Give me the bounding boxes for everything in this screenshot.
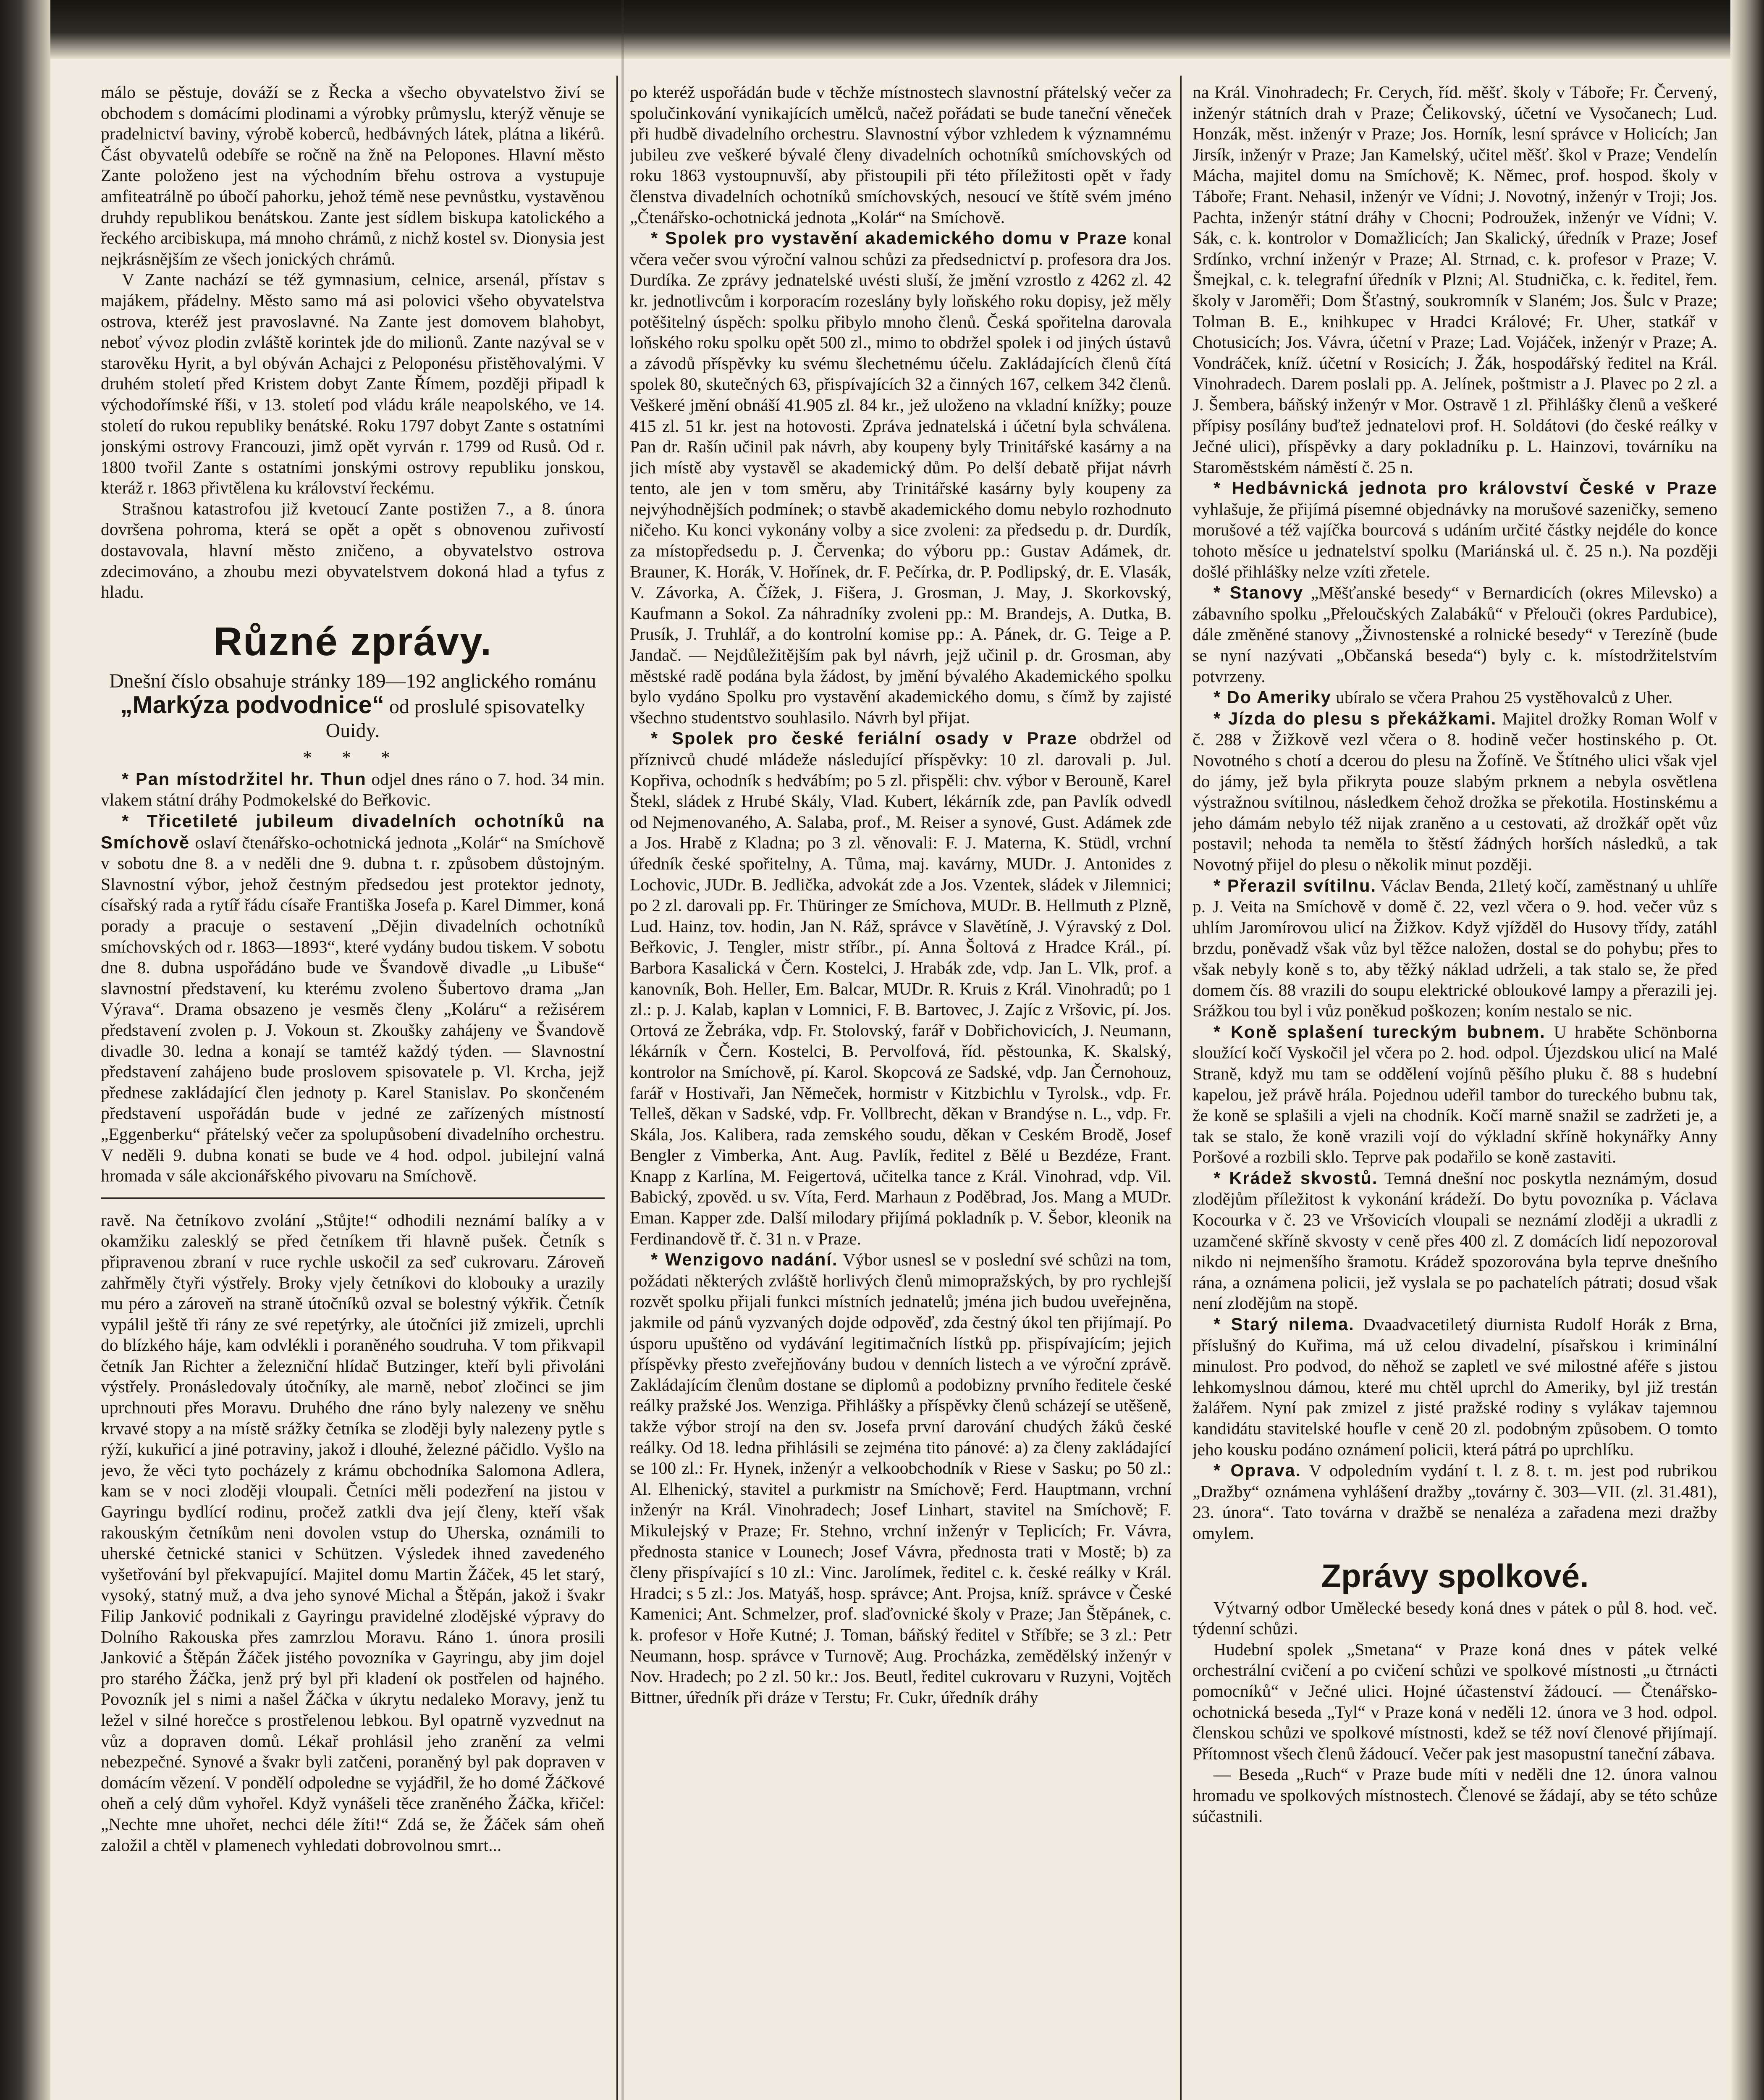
news-item <box>101 769 605 811</box>
section-title-zpravy-spolkove: Zprávy spolkové. <box>1321 1557 1589 1594</box>
news-text: V odpoledním vydání t. l. z 8. t. m. jest pod rubrikou „Dražby“ oznámena vyhlášení dražby „továrny č. 303—VII. (zl. 31.481), 23. února“. Tato továrna v dražbě se nenaléza a zařadena mezi dražby omylem. <box>1193 1461 1717 1543</box>
news-text: Majitel drožky Roman Wolf v č. 288 v Žižkově vezl včera o 8. hodině večer hostinského p. Ot. Novotného s chotí a dcerou do plesu na Žofíně. Ve Štítného ulici však vjel do jámy, jež byla přikryta pouze slabým prknem a nebyla osvětlena výstražnou svítilnou, následkem čehož drožka se překotila. Hostinskému a jeho dámám nebylo též nijak zraněno a u cestovati, až drožkář opět vůz postavil; nehoda ta neměla to štěstí žádných horších následků, a tak Novotný přijel do plesu o několik minut později. <box>1193 709 1717 874</box>
news-item <box>1193 687 1717 708</box>
news-text: oslaví čtenářsko-ochotnická jednota „Kolár“ na Smíchově v sobotu dne 8. a v neděli dne 9. dubna t. r. způsobem důstojným. Slavnostní výbor, jehož čestným předsedou jest protektor jednoty, císařský rada a rytíř řádu císaře Františka Josefa p. Karel Dimmer, koná porady a pracuje o sestavení „Dějin divadelních ochotníků smíchovských od r. 1863—1893“, které vydány budou tiskem. V sobotu dne 8. dubna uspořádáno bude ve Švandově divadle „u Libuše“ slavnostní představení, ku kterému zvoleno Šubertovo drama „Jan Výrava“. Drama obsazeno je vesměs členy „Koláru“ a režisérem představení zvolen p. J. Vokoun st. Zkoušky zahájeny ve Švandově divadle 30. ledna a konají se tamtéž každý týden. — Slavnostní představení zahájeno bude proslovem spisovatele p. Vl. Krcha, jejž přednese zakládající člen jednoty p. Karel Stanislav. Po skončeném představení uspořádán bude v jedné ze zařízených místností „Eggenberku“ přátelský večer za spolupůsobení divadelního orchestru. V neděli 9. dubna konati se bude ve 4 hod. odpol. jubilejní valná hromada v sále akcionářského pivovaru na Smíchově. <box>101 832 605 1186</box>
club-notice: Hudební spolek „Smetana“ v Praze koná dnes v pátek velké orchestrální cvičení a po cvičení schůzi ve spolkové místnosti „u čtrnácti pomocníků“ v Ječné ulici. Hojné účastenství žádoucí. — Čtenářsko-ochotnická beseda „Tyl“ v Praze koná v neděli 12. února ve 3 hod. odpol. členskou schůzi ve spolkové místnosti, kdež se též noví členové přijímají. Přítomnost všech členů žádoucí. Večer pak jest masopustní taneční zábava. <box>1193 1639 1717 1763</box>
news-item <box>1193 708 1717 875</box>
page-edge-right <box>1730 0 1764 2100</box>
news-item <box>630 228 1172 728</box>
novel-notice-tail: od proslulé spisovatelky Ouidy. <box>325 695 585 742</box>
news-text: konal včera večer svou výroční valnou schůzi za předsednictví p. profesora dra Jos. Durdíka. Ze zprávy jednatelské uvésti sluší, že jmění vzrostlo z 4262 zl. 42 kr. jednotlivcům i korporacím rozeslány byly loňského roku dopisy, jež měly potěšitelný úspěch: spolku přibylo mnoho členů. Česká spořitelna darovala loňského roku spolku opět 500 zl., mimo to obdržel spolek i od jiných ústavů a závodů příspěvky ku svému šlechetnému účelu. Zakládajících členů čítá spolek 80, skutečných 63, přispívajících 32 a činných 167, celkem 342 členů. Veškeré jmění obnáší 41.905 zl. 84 kr., jež uloženo na vkladní knížky; pouze 415 zl. 51 kr. jest na hotovosti. Zpráva jednatelská i účetní byla schválena. Pan dr. Rašín učinil pak návrh, aby koupeny byly Trinitářské kasárny a na jich místě aby vystavěl se akademický dům. Po delší debatě přijat návrh tento, ale jen v tom směru, aby Trinitářské kasárny byly koupeny za nejvýhodnějších podmínek; o stavbě akademického domu nebylo rozhodnuto ničeho. Ku konci vykonány volby a sice zvoleni: za předsedu p. dr. Durdík, za místopředsedu p. J. Červenka; do výboru pp.: Gustav Adámek, dr. Brauner, K. Horák, V. Hořínek, dr. F. Pečírka, dr. P. Podlipský, dr. E. Vlasák, V. Závorka, A. Čížek, J. Fišera, J. Grosman, J. May, J. Skorkovský, Kaufmann a Sokol. Za náhradníky zvoleni pp.: M. Brandejs, A. Dutka, B. Prusík, J. Truhlář, a do kontrolní komise pp.: A. Pánek, dr. G. Teige a P. Jandač. — Nejdůležitějším pak byl návrh, jejž učinil p. dr. Grosman, aby městské radě podána byla žádost, by jmění bývalého Akademického spolku bylo vydáno Spolku pro vystavění akademického domu, s čímž by zajisté všechno studentstvo souhlasilo. Návrh byl přijat. <box>630 228 1172 727</box>
news-headline: * Hedbávnická jednota pro království České v Praze <box>1214 478 1717 498</box>
news-headline: * Wenzigovo nadání. <box>651 1250 838 1270</box>
column-rule-2 <box>1180 76 1182 2100</box>
news-text: vyhlašuje, že přijímá písemné objednávky na morušové sazeničky, semeno morušové a též vajíčka bourcová s udáním určité částky nejdéle do konce tohoto měsíce u jednatelství spolku (Mariánská ul. č. 25 n.). Na později došlé přihlášky nelze vzíti zřetele. <box>1193 499 1717 581</box>
news-text: Dvaadvacetiletý diurnista Rudolf Horák z Brna, příslušný do Kuřima, má už celou divadelní, písařskou i kriminální minulost. Pro podvod, do něhož se zapletl ve své milostné aféře s jistou lehkomyslnou dámou, které mu chtěl uprchl do Ameriky, byl již trestán žalářem. Nyní pak zmizel z jisté pražské rodiny s vylákav tajemnou kandidátu stavitelské houfle v ceně 20 zl. podobným způsobem. O tomto jeho kousku podáno oznámení policii, která pátrá po uprchlíku. <box>1193 1315 1717 1459</box>
news-headline: * Spolek pro české feriální osady v Praze <box>651 728 1078 748</box>
news-item <box>1193 1314 1717 1460</box>
news-headline: * Spolek pro vystavění akademického domu v Praze <box>651 228 1127 248</box>
news-text: Výbor usnesl se v poslední své schůzi na tom, požádati některých zvláště horlivých členů mimopražských, by pro rychlejší rozvět spolku přijali funkci místních jednatelů; jména jich budou uveřejněna, jakmile od pánů vyzvaných dojde odpověď, zda čestný úkol ten přijímají. Po úsporu upuštěno od vydávání legitimačních lístků pp. přispívajícím; jejich příspěvky přesto zveřejňovány budou v denních listech a ve výroční zprávě. Zakládajícím členům dostane se diplomů a podobizny prvního ředitele české reálky pražské Jos. Wenziga. Přihlášky a příspěvky členů scházejí se utěšeně, takže výbor strojí na den sv. Josefa první darování chudých žáků české reálky. Od 18. ledna přihlásili se zejména tito pánové: a) za členy zakládající se 100 zl.: Fr. Hynek, inženýr a velkoobchodník v Riese v Sasku; po 50 zl.: Al. Elhenický, stavitel a purkmistr na Smíchově; Ferd. Hauptmann, vrchní inženýr na Král. Vinohradech; Josef Linhart, stavitel na Smíchově; F. Mikulejský v Praze; Fr. Stehno, vrchní inženýr v Teplicích; Fr. Vávra, přednosta stanice v Lounech; Josef Vávra, přednosta trati v Mostě; b) za členy přispívající s 10 zl.: Vinc. Jarolímek, ředitel c. k. české reálky v Král. Hradci; s 5 zl.: Jos. Matyáš, hosp. správce; Ant. Projsa, kníž. správce v České Kamenici; Ant. Schmelzer, prof. slaďovnické školy v Praze; Jan Štěpánek, c. k. profesor v Hoře Kutné; J. Toman, báňský ředitel v Stříbře; se 3 zl.: Petr Neumann, hosp. správce v Turnově; Aug. Procházka, zemědělský inženýr v Nov. Hradech; po 2 zl. 50 kr.: Jos. Beutl, ředitel cukrovaru v Ruzyni, Vojtěch Bittner, úředník při dráze v Terstu; Fr. Cukr, úředník dráhy <box>630 1250 1172 1707</box>
news-item <box>630 728 1172 1249</box>
news-headline: * Starý nilema. <box>1214 1314 1355 1334</box>
paragraph: V Zante nachází se též gymnasium, celnice, arsenál, přístav s majákem, přádelny. Město samo má asi polovici všeho obyvatelstva ostrova, kteréž jest pravoslavné. Na Zante jest domovem blahobyt, neboť vývoz plodin zvláště korintek jde do milionů. Zante nazýval se v starověku Hyrit, a byl obýván Achajci z Peloponésu přistěhovalými. V druhém století před Kristem dobyt Zante Římem, později připadl k východořímské říši, v 13. století pod vládu krále neapolského, ve 14. století do rukou republiky benátské. Roku 1797 dobyt Zante s ostatními jonskými ostrovy Francouzi, jimž opět vyrván r. 1799 od Rusů. Od r. 1800 tvořil Zante s ostatními jonskými ostrovy republiku jonskou, kteráž r. 1863 přivtělena ku království řeckému. <box>101 270 605 498</box>
page-edge-left <box>0 0 50 2100</box>
section-title-ruzne-zpravy: Různé zprávy. <box>213 619 493 664</box>
club-notice: Výtvarný odbor Umělecké besedy koná dnes v pátek o půl 8. hod. več. týdenní schůzi. <box>1193 1598 1717 1638</box>
news-headline: * Do Ameriky <box>1214 687 1332 707</box>
news-item <box>1193 1460 1717 1544</box>
news-item <box>1193 1168 1717 1314</box>
paper-crease <box>621 0 624 2100</box>
news-headline: * Třicetileté jubileum divadelních ochotníků na Smíchově <box>101 811 605 852</box>
novel-notice <box>101 669 605 743</box>
column-3 <box>1193 82 1717 2100</box>
news-text: „Měšťanské besedy“ v Bernardicích (okres Milevsko) a zábavního spolku „Přeloučských Zalabáků“ v Přelouči (okres Pardubice), dále změněné stanovy „Živnostenské a rolnické besedy“ v Terezíně (bude se nyní nazývati „Občanská beseda“) byly c. k. místodržitelstvím potvrzeny. <box>1193 583 1717 686</box>
novel-title: „Markýza podvodnice“ <box>120 691 384 719</box>
paragraph: málo se pěstuje, dováží se z Řecka a všecho obyvatelstvo živí se obchodem s domácími plodinami a výrobky průmyslu, kterýž věnuje se pradelnictví baviny, výrobě koberců, hedbávných látek, plátna a likérů. Část obyvatelů odebíře se ročně na žně na Pelopones. Hlavní město Zante položeno jest na východním břehu ostrova a vystupuje amfiteatrálně po úbočí pahorku, jehož témě nese pevnůstku, vystavěnou druhdy republikou benátskou. Zante jest sídlem biskupa katolického a řeckého arcibiskupa, má mnoho chrámů, z nichž kostel sv. Dionysia jest nejkrásnějším ze všech jonických chrámů. <box>101 82 605 268</box>
paragraph: ravě. Na četníkovo zvolání „Stůjte!“ odhodili neznámí balíky a v okamžiku zalesklý se před četníkem tři hlavně pušek. Četník s připravenou zbraní v ruce rychle uskočil za seď cukrovaru. Zároveň zahřměly čtyři výstřely. Broky vjely četníkovi do klobouky a urazily mu péro a zároveň na straně útočníků ozval se bolestný výkřik. Četník vypálil ještě tři rány ze své repetýrky, ale útočníci již zmizeli, uprchli do blízkého háje, kam odvlékli i poraněného soudruha. V tom přikvapil četník Jan Richter a železniční hlídač Butzinger, kteří byli přivoláni výstřely. Pronásledovaly útočníky, ale marně, neboť zločinci se jim uprchnouti přes Moravu. Druhého dne ráno byly nalezeny ve sněhu krvavé stopy a na místě srážky četníka se zloději byly nalezeny pytle s rýží, kukuřicí a jiné potraviny, jakož i dlouhé, železné páčidlo. Vyšlo na jevo, že věci tyto pocházely z krámu obchodníka Salomona Adlera, kam se v noci zloději vloupali. Četníci měli podezření na jistou v Gayringu bydlící rodinu, pročež zatkli dva její členy, kteří však rakouským četníkům neni dovolen vstup do Uherska, oznámili to uherské četnické stanici v Schützen. Výsledek ihned zavedeného vyšetřování byl překvapující. Majitel domu Martin Žáček, 45 let starý, vysoký, statný muž, a dva jeho synové Michal a Štěpán, jakož i švakr Filip Janković podnikali z Gayringu pravidelné zlodějské výpravy do Dolního Rakouska přes zamrzlou Moravu. Ráno 1. února prosili Janković a Štěpán Žáček jistého povozníka v Gayringu, aby jim dojel pro starého Žáčka, jenž prý byl při kladení ok postřelen od hajného. Povozník jel s nimi a našel Žáčka v úkrytu nedaleko Moravy, jenž tu ležel v silné horečce s prostřelenou lebkou. Byl opatrně vyzvednut na vůz a dopraven domů. Lékař prohlásil jeho zranění za velmi nebezpečné. Synové a švakr byli zatčeni, poraněný byl pak dopraven v domácím vězení. V pondělí odpoledne se vyjádřil, že ho domé Žáčkové oheň a celý dům vyhořel. Když vynášeli těce zraněného Žáčka, křičel: „Nechte mne uhořet, nechci déle žíti!“ Zdá se, že Žáček sám oheň založil a chtěl v plamenech vyhledati dobrovolnou smrt... <box>101 1210 605 1855</box>
news-headline: * Krádež skvostů. <box>1214 1168 1378 1188</box>
column-1 <box>101 82 605 2100</box>
news-headline: * Přerazil svítilnu. <box>1214 875 1377 895</box>
news-headline: * Stanovy <box>1214 583 1304 603</box>
column-rule-1 <box>616 76 618 2100</box>
news-text: obdržel od příznivců chudé mládeže následující příspěvky: 10 zl. darovali p. Jul. Kopřiva, ochodník s hedvábím; po 5 zl. přispěli: chv. výbor v Berouně, Karel Štekl, sládek z Hrubé Skály, Vlad. Kubert, lékárník zde, pan Pavlík odvedl od Nejmenovaného, A. Salaba, prof., M. Reiser a synové, Gust. Adámek zde a Jos. Hrabě z Kladna; po 3 zl. věnovali: F. J. Materna, K. Stüdl, vrchní úředník české spořitelny, A. Tůma, maj. kavárny, MUDr. J. Antonides z Lochovic, JUDr. B. Jedlička, advokát zde a Jos. Vzentek, sládek v Jilemnici; po 2 zl. darovali pp. Fr. Thüringer ze Smíchova, MUDr. B. Hellmuth z Plzně, Lud. Hainz, tov. hodin, Jan N. Ráž, správce v Slavětíně, J. Výravský z Dol. Beřkovic, J. Tengler, mistr stříbr., pí. Anna Šoltová z Hradce Král., pí. Barbora Kasalická v Čern. Kostelci, J. Hrabák zde, vdp. Jan L. Vlk, prof. a kanovník, Boh. Heller, Em. Balcar, MUDr. R. Kruis z Král. Vinohradů; po 1 zl.: p. J. Kalab, kaplan v Lomnici, F. B. Bartovec, J. Zajíc z Vršovic, pí. Jos. Ortová ze Žebráka, vdp. Fr. Stolovský, farář v Dobřichovicích, J. Neumann, lékárník v Čern. Kostelci, B. Pervolfová, říd. pěstounka, K. Skalský, kontrolor na Smíchově, pí. Karol. Skopcová ze Sadské, vdp. Jan Černohouz, farář v Hostivaři, Jan Němeček, hormistr v Kitzbichlu v Tyrolsk., vdp. Fr. Telleš, děkan v Sadské, vdp. Fr. Vollbrecht, děkan v Brandýse n. L., vdp. Fr. Skála, Jos. Kalibera, rada zemského soudu, děkan v Ceském Brodě, Josef Bengler z Vimberka, Ant. Aug. Pavlík, ředitel z Bělé u Bezdéze, Frant. Knapp z Karlína, M. Feigertová, učitelka tance z Král. Vinohrad, vdp. Vil. Babický, zpověd. u sv. Víta, Ferd. Marhaun z Poděbrad, Jos. Mang a MUDr. Eman. Kapper zde. Další milodary přijímá pokladník p. V. Šebor, kleonik na Ferdinandově tř. č. 31 n. v Praze. <box>630 729 1172 1248</box>
news-headline: * Pan místodržitel hr. Thun <box>122 769 367 789</box>
news-text: odjel dnes ráno o 7. hod. 34 min. vlakem státní dráhy Podmokelské do Beřkovic. <box>101 769 605 810</box>
news-item <box>1193 875 1717 1021</box>
paragraph: po kteréž uspořádán bude v těchže místnostech slavnostní přátelský večer za spolučinkování vynikajících umělců, načež pořádati se bude taneční věneček při hudbě divadelního orchestru. Slavnostní výbor vzhledem k významnému jubileu zve veškeré bývalé členy divadelních ochotníků smíchovských od roku 1863 vystoupnuvší, aby přistoupili při této příležitosti opět v řady členstva divadelních ochotníků smíchovských, nesoucí ve štítě svém jméno „Čtenářsko-ochotnická jednota „Kolár“ na Smíchově. <box>630 82 1172 227</box>
news-headline: * Oprava. <box>1214 1460 1302 1480</box>
news-text: Temná dnešní noc poskytla neznámým, dosud zlodějům příležitost k vykonání krádeží. Do bytu povozníka p. Václava Kocourka v č. 23 ve Vršovicích vloupali se neznámí zloději a ukradli z uzamčené skříně skvosty v ceně přes 400 zl. Z domácích lidí nepozoroval nikdo ni nejmenšího šramotu. Krádež spozorována byla teprve dnešního rána, a oznámena policii, jež vyslala se po pachatelích pátrati; dosud však není zlodějům na stopě. <box>1193 1168 1717 1313</box>
news-item <box>1193 478 1717 582</box>
news-text: U hraběte Schönborna sloužící kočí Vyskočil jel včera po 2. hod. odpol. Újezdskou ulicí na Malé Straně, když mu tam se oddělení vojínů pěšího pluku č. 88 s hudební kapelou, jež právě hrála. Pojednou udeřil tambor do tureckého bubnu tak, že koně se splašili a vjeli na chodník. Kočí marně snažil se zadržeti je, a tak se stalo, že koně vrazili vojí do výkladní skříně hokynářky Anny Poršové a rozbili sklo. Teprve pak podařilo se koně zastaviti. <box>1193 1022 1717 1167</box>
news-headline: * Koně splašení tureckým bubnem. <box>1214 1021 1546 1042</box>
novel-notice-text: Dnešní číslo obsahuje stránky 189—192 anglického románu <box>109 669 596 692</box>
page-edge-top <box>0 0 1764 59</box>
news-item <box>101 811 605 1186</box>
news-text: ubíralo se včera Prahou 25 vystěhovalců z Uher. <box>1336 688 1673 707</box>
separator-stars: * * * <box>303 747 403 768</box>
paragraph: na Král. Vinohradech; Fr. Cerych, říd. měšť. školy v Táboře; Fr. Červený, inženýr státních drah v Praze; Čelikovský, účetní ve Vysočanech; Lud. Honzák, měst. inženýr v Praze; Jos. Horník, lesní správce v Holicích; Jan Jirsík, inženýr v Praze; Jan Kamelský, učitel měšť. škol v Praze; Vendelín Mácha, majitel domu na Smíchově; K. Němec, prof. hospod. školy v Táboře; Frant. Nehasil, inženýr ve Vídni; J. Novotný, inženýr v Troji; Jos. Pachta, inženýr státní dráhy v Chocni; Podroužek, inženýr ve Vídni; V. Sák, c. k. kontrolor v Domažlicích; Jan Skalický, úředník v Praze; Josef Srdínko, vrchní inženýr v Praze; Al. Strnad, c. k. profesor v Praze; V. Šmejkal, c. k. telegrafní úředník v Plzni; Al. Studnička, c. k. ředitel, řem. školy v Jaroměři; Dom Šťastný, soukromník v Slaném; Jos. Šulc v Praze; Tolman B. E., knihkupec v Hradci Králové; Fr. Uher, statkář v Chotusicích; Jos. Vávra, účetní v Praze; Lad. Vojáček, inženýr v Praze; A. Vondráček, kníž. účetní v Rosicích; J. Žák, hospodářský ředitel na Král. Vinohradech. Darem poslali pp. A. Jelínek, poštmistr a J. Plavec po 2 zl. a J. Šembera, báňský inženýr v Mor. Ostravě 1 zl. Přihlášky členů a veškeré přípisy posílány buďtež jednatelovi prof. H. Soldátovi (do české reálky v Ječné ulici), příspěvky a dary pokladníku p. L. Hainzovi, továrníku na Staroměstském náměstí č. 25 n. <box>1193 82 1717 477</box>
horizontal-rule <box>101 1197 605 1199</box>
news-text: Václav Benda, 21letý kočí, zaměstnaný u uhlíře p. J. Veita na Smíchově v domě č. 22, vezl včera o 9. hod. večer vůz s uhlím Jaromírovou ulicí na Žižkov. Když vjížděl do Husovy třídy, zatáhl brzdu, poněvadž však vůz byl těžce naložen, dostal se do pohybu; přes to však nebyly koně s to, aby těžký náklad udrželi, a tak stalo se, že před domem čís. 88 vrazili do soupu elektrické obloukové lampy a přerazili jej. Srážkou tou byl i vůz poněkud poškozen; koním nestalo se nic. <box>1193 876 1717 1021</box>
column-2 <box>630 82 1172 2100</box>
news-item <box>1193 582 1717 687</box>
news-item <box>630 1249 1172 1708</box>
paragraph: Strašnou katastrofou již kvetoucí Zante postižen 7., a 8. února dovršena pohroma, která se opět a opět s obnovenou zuřivostí dostavovala, hlavní město zničeno, a obyvatelstvo ostrova zdecimováno, a zhoubu mezi obyvatelstvem dokoná hlad a tyfus z hladu. <box>101 499 605 602</box>
club-notice: — Beseda „Ruch“ v Praze bude míti v neděli dne 12. února valnou hromadu ve spolkových místnostech. Členové se žádají, aby se této schůze súčastnili. <box>1193 1764 1717 1826</box>
news-headline: * Jízda do plesu s překážkami. <box>1214 708 1497 728</box>
news-item <box>1193 1021 1717 1168</box>
